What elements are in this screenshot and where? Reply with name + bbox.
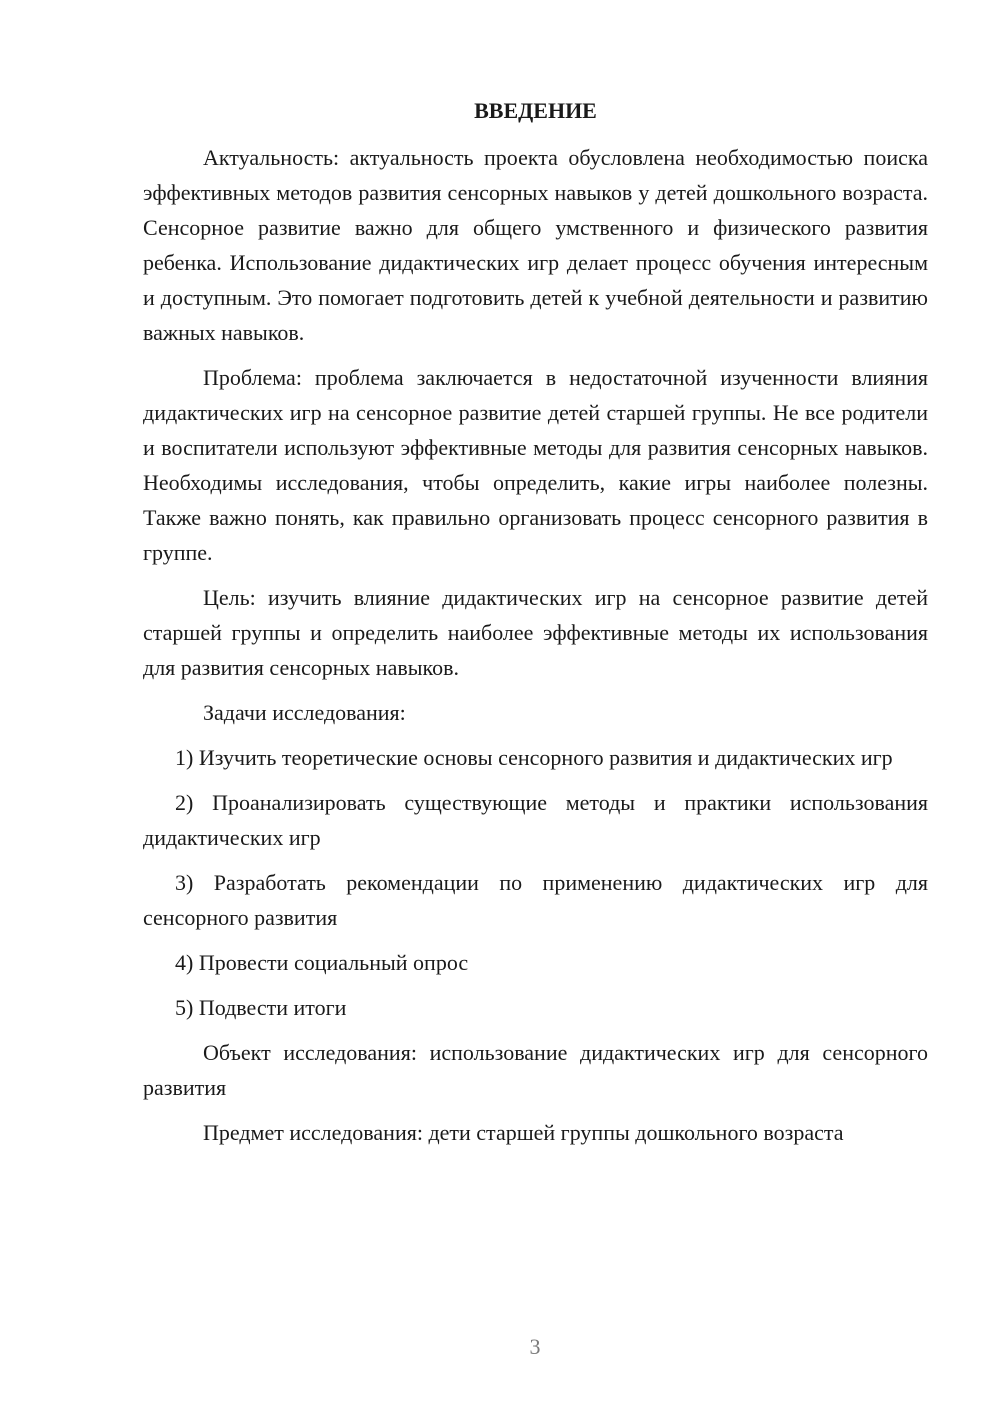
task-item: 2) Проанализировать существующие методы и практики использования дидактических игр [143,790,928,850]
problem-paragraph: Проблема: проблема заключается в недостаточной изученности влияния дидактических игр на сенсорное развитие детей старшей группы. Не все родители и воспитатели используют эффективные методы для развития сенсорных навыков. Необходимы исследования, чтобы определить, какие игры наиболее полезны. Также важно понять, как правильно организовать процесс сенсорного развития в группе. [143,365,928,565]
relevance-paragraph: Актуальность: актуальность проекта обусловлена необходимостью поиска эффективных методов развития сенсорных навыков у детей дошкольного возраста. Сенсорное развитие важно для общего умственного и физического развития ребенка. Использование дидактических игр делает процесс обучения интересным и доступным. Это помогает подготовить детей к учебной деятельности и развитию важных навыков. [143,145,928,345]
goal-paragraph: Цель: изучить влияние дидактических игр на сенсорное развитие детей старшей группы и определить наиболее эффективные методы их использования для развития сенсорных навыков. [143,585,928,680]
task-item: 4) Провести социальный опрос [175,950,469,975]
task-item: 1) Изучить теоретические основы сенсорного развития и дидактических игр [175,745,893,770]
page-number: 3 [529,1334,541,1359]
tasks-heading: Задачи исследования: [203,700,406,725]
task-item: 5) Подвести итоги [175,995,347,1020]
task-item: 3) Разработать рекомендации по применению дидактических игр для сенсорного развития [143,870,928,930]
object-paragraph: Объект исследования: использование дидактических игр для сенсорного развития [143,1040,928,1100]
page-title: ВВЕДЕНИЕ [474,98,597,123]
page-content [143,96,928,1150]
subject-paragraph: Предмет исследования: дети старшей группы дошкольного возраста [203,1120,844,1145]
